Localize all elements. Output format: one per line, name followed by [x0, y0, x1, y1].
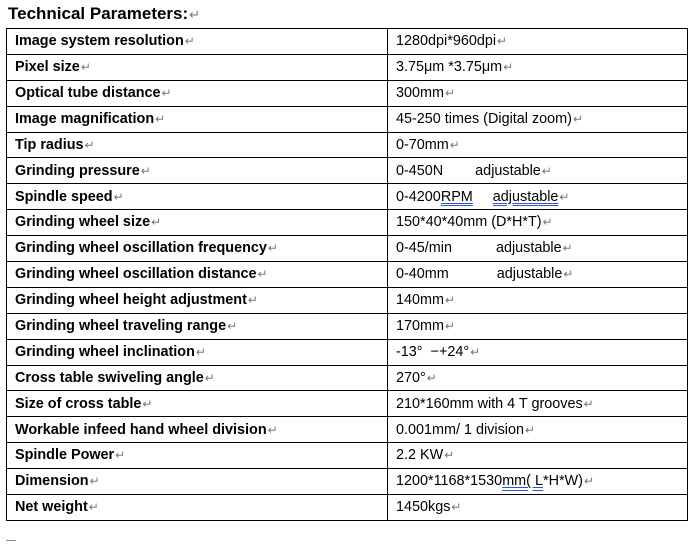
parameter-name-cell — [7, 210, 388, 236]
parameter-name: Workable infeed hand wheel division — [15, 421, 267, 438]
parameter-name-cell — [7, 158, 388, 184]
parameter-value-cell — [388, 158, 688, 184]
parameter-value: 2.2 KW — [396, 447, 444, 464]
spellcheck-underline: adjustable — [492, 188, 559, 205]
table-row — [7, 443, 688, 469]
parameter-value-cell — [388, 262, 688, 288]
parameter-value-cell — [388, 132, 688, 158]
parameter-value-cell — [388, 495, 688, 521]
paragraph-mark-icon: ↵ — [189, 7, 201, 22]
table-row — [7, 417, 688, 443]
parameter-value: 0-40mm adjustable — [396, 266, 563, 283]
table-row — [7, 80, 688, 106]
cell-mark-icon: ↵ — [204, 370, 215, 385]
parameter-name-cell — [7, 365, 388, 391]
parameter-name-cell — [7, 132, 388, 158]
cell-mark-icon: ↵ — [451, 500, 462, 515]
parameters-table — [6, 28, 688, 521]
parameter-name: Image magnification — [15, 110, 155, 127]
table-row — [7, 339, 688, 365]
parameter-value-cell — [388, 417, 688, 443]
cell-mark-icon: ↵ — [267, 422, 278, 437]
cell-mark-icon: ↵ — [572, 111, 584, 126]
parameter-value: 1450kgs — [396, 499, 451, 516]
parameter-value-cell — [388, 80, 688, 106]
cell-mark-icon: ↵ — [151, 215, 162, 230]
cell-mark-icon: ↵ — [449, 137, 460, 152]
parameter-value: 45-250 times (Digital zoom) — [396, 110, 572, 127]
table-row — [7, 132, 688, 158]
parameter-value: 150*40*40mm (D*H*T) — [396, 214, 542, 231]
table-row — [7, 495, 688, 521]
parameter-value: 1280dpi*960dpi — [396, 33, 497, 50]
cell-mark-icon: ↵ — [562, 241, 573, 256]
cell-mark-icon: ↵ — [115, 448, 126, 463]
parameter-value-cell — [388, 391, 688, 417]
parameter-value: 0.001mm/ 1 division — [396, 421, 524, 438]
cell-mark-icon: ↵ — [140, 163, 151, 178]
parameter-name-cell — [7, 287, 388, 313]
parameter-name: Grinding wheel oscillation frequency — [15, 240, 267, 257]
table-row — [7, 313, 688, 339]
cell-mark-icon: ↵ — [583, 396, 594, 411]
parameter-name: Size of cross table — [15, 395, 142, 412]
title-text: Technical Parameters: — [8, 4, 189, 23]
parameter-name: Pixel size — [15, 59, 80, 76]
parameter-name: Spindle speed — [15, 188, 113, 205]
table-row — [7, 29, 688, 55]
parameter-name-cell — [7, 313, 388, 339]
parameter-name: Tip radius — [15, 136, 84, 153]
parameter-name: Grinding wheel oscillation distance — [15, 266, 257, 283]
parameter-value-cell — [388, 210, 688, 236]
table-row — [7, 210, 688, 236]
table-row — [7, 184, 688, 210]
parameter-value: 1200*1168*1530mm( L*H*W) — [396, 473, 583, 490]
page-title — [8, 4, 200, 24]
table-row — [7, 262, 688, 288]
parameter-name-cell — [7, 54, 388, 80]
cell-mark-icon: ↵ — [267, 241, 278, 256]
table-row — [7, 469, 688, 495]
cell-mark-icon: ↵ — [195, 344, 206, 359]
cell-mark-icon: ↵ — [470, 344, 481, 359]
parameter-value-cell — [388, 365, 688, 391]
table-row — [7, 287, 688, 313]
cell-mark-icon: ↵ — [88, 500, 99, 515]
parameter-name-cell — [7, 106, 388, 132]
parameter-name-cell — [7, 339, 388, 365]
cell-mark-icon: ↵ — [445, 319, 456, 334]
cell-mark-icon: ↵ — [89, 474, 100, 489]
table-row — [7, 391, 688, 417]
parameter-name: Net weight — [15, 499, 88, 516]
parameter-name-cell — [7, 495, 388, 521]
parameter-name: Grinding pressure — [15, 162, 140, 179]
cell-mark-icon: ↵ — [142, 396, 153, 411]
cell-mark-icon: ↵ — [227, 319, 238, 334]
parameter-value-cell — [388, 469, 688, 495]
parameter-name: Dimension — [15, 473, 89, 490]
parameter-name-cell — [7, 80, 388, 106]
parameter-name-cell — [7, 184, 388, 210]
parameter-value: 170mm — [396, 318, 444, 335]
parameter-value: 210*160mm with 4 T grooves — [396, 395, 583, 412]
cell-mark-icon: ↵ — [503, 60, 514, 75]
table-row — [7, 106, 688, 132]
cell-mark-icon: ↵ — [155, 111, 166, 126]
parameter-value-cell — [388, 313, 688, 339]
spellcheck-underline: mm( L — [502, 473, 543, 490]
cell-mark-icon: ↵ — [247, 293, 258, 308]
parameter-name: Grinding wheel height adjustment — [15, 292, 247, 309]
parameter-name: Grinding wheel inclination — [15, 343, 195, 360]
spellcheck-underline: RPM — [440, 188, 473, 205]
parameter-value: 140mm — [396, 292, 444, 309]
parameter-name-cell — [7, 469, 388, 495]
parameter-name: Image system resolution — [15, 33, 184, 50]
parameter-value: 300mm — [396, 85, 444, 102]
parameter-value: 0-70mm — [396, 136, 449, 153]
cell-mark-icon: ↵ — [563, 267, 574, 282]
table-row — [7, 158, 688, 184]
parameter-name-cell — [7, 417, 388, 443]
parameter-name-cell — [7, 391, 388, 417]
trailing-paragraph-mark — [6, 540, 16, 541]
cell-mark-icon: ↵ — [541, 163, 552, 178]
parameter-value: 0-4200RPM adjustable — [396, 188, 559, 205]
parameter-name: Cross table swiveling angle — [15, 369, 204, 386]
parameter-name-cell — [7, 29, 388, 55]
parameter-value: 0-450N adjustable — [396, 162, 541, 179]
parameter-value: 0-45/min adjustable — [396, 240, 562, 257]
cell-mark-icon: ↵ — [84, 137, 95, 152]
parameter-value: 270° — [396, 369, 426, 386]
cell-mark-icon: ↵ — [542, 215, 553, 230]
table-row — [7, 236, 688, 262]
parameter-name-cell — [7, 443, 388, 469]
cell-mark-icon: ↵ — [184, 34, 195, 49]
parameter-name-cell — [7, 262, 388, 288]
cell-mark-icon: ↵ — [583, 474, 594, 489]
parameter-value-cell — [388, 29, 688, 55]
parameter-value: 3.75μm *3.75μm — [396, 59, 503, 76]
parameter-value-cell — [388, 287, 688, 313]
parameter-value: -13° −+24° — [396, 343, 470, 360]
parameter-value-cell — [388, 106, 688, 132]
parameter-value-cell — [388, 443, 688, 469]
cell-mark-icon: ↵ — [524, 422, 536, 437]
table-row — [7, 54, 688, 80]
parameters-table-body — [7, 29, 688, 521]
cell-mark-icon: ↵ — [80, 60, 91, 75]
cell-mark-icon: ↵ — [161, 86, 172, 101]
table-row — [7, 365, 688, 391]
cell-mark-icon: ↵ — [113, 189, 124, 204]
cell-mark-icon: ↵ — [444, 448, 455, 463]
cell-mark-icon: ↵ — [445, 293, 456, 308]
cell-mark-icon: ↵ — [445, 86, 456, 101]
parameter-name-cell — [7, 236, 388, 262]
parameter-value-cell — [388, 54, 688, 80]
parameter-value-cell — [388, 184, 688, 210]
parameter-value-cell — [388, 236, 688, 262]
parameter-name: Grinding wheel traveling range — [15, 318, 227, 335]
parameter-name: Optical tube distance — [15, 85, 161, 102]
parameter-name: Grinding wheel size — [15, 214, 151, 231]
parameter-value-cell — [388, 339, 688, 365]
parameter-name: Spindle Power — [15, 447, 115, 464]
cell-mark-icon: ↵ — [426, 370, 437, 385]
cell-mark-icon: ↵ — [497, 34, 508, 49]
cell-mark-icon: ↵ — [559, 189, 570, 204]
cell-mark-icon: ↵ — [257, 267, 268, 282]
